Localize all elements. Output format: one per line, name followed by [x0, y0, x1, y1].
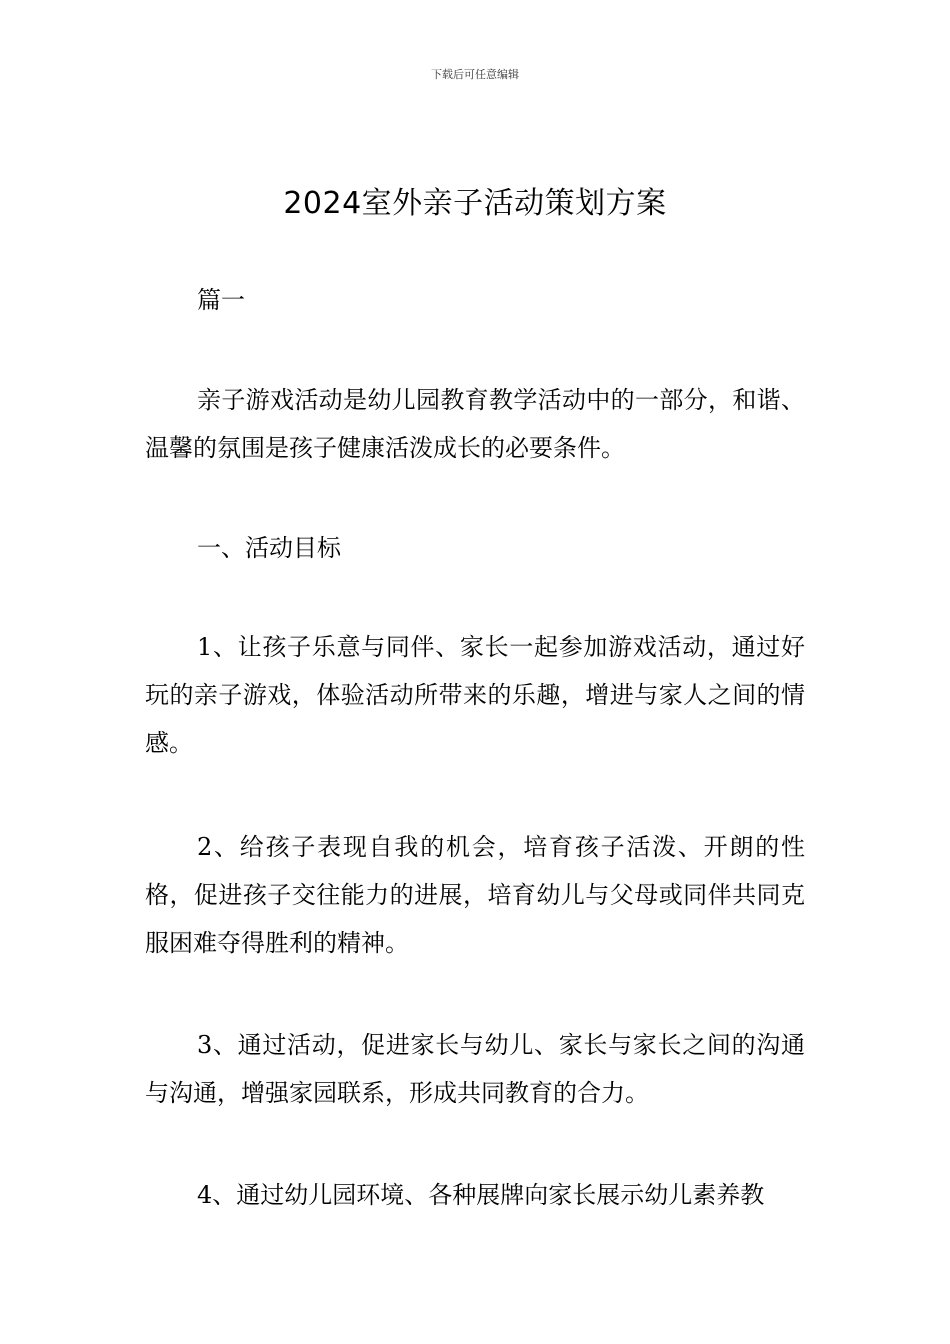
paragraph-section-label: 篇一 — [197, 286, 245, 314]
paragraph-goal-3: 3、通过活动，促进家长与幼儿、家长与家长之间的沟通与沟通，增强家园联系，形成共同教育的合力。 — [145, 1031, 805, 1107]
document-title: 2024室外亲子活动策划方案 — [283, 186, 667, 221]
paragraph-heading-goals: 一、活动目标 — [197, 534, 341, 562]
paragraph-goal-1: 1、让孩子乐意与同伴、家长一起参加游戏活动，通过好玩的亲子游戏，体验活动所带来的乐趣，增进与家人之间的情感。 — [145, 633, 805, 757]
header-note: 下载后可任意编辑 — [431, 68, 519, 81]
paragraph-intro: 亲子游戏活动是幼儿园教育教学活动中的一部分，和谐、温馨的氛围是孩子健康活泼成长的必要条件。 — [145, 386, 805, 462]
paragraph-goal-2: 2、给孩子表现自我的机会，培育孩子活泼、开朗的性格，促进孩子交往能力的进展，培育幼儿与父母或同伴共同克服困难夺得胜利的精神。 — [145, 833, 805, 957]
paragraph-goal-4: 4、通过幼儿园环境、各种展牌向家长展示幼儿素养教 — [197, 1181, 765, 1209]
